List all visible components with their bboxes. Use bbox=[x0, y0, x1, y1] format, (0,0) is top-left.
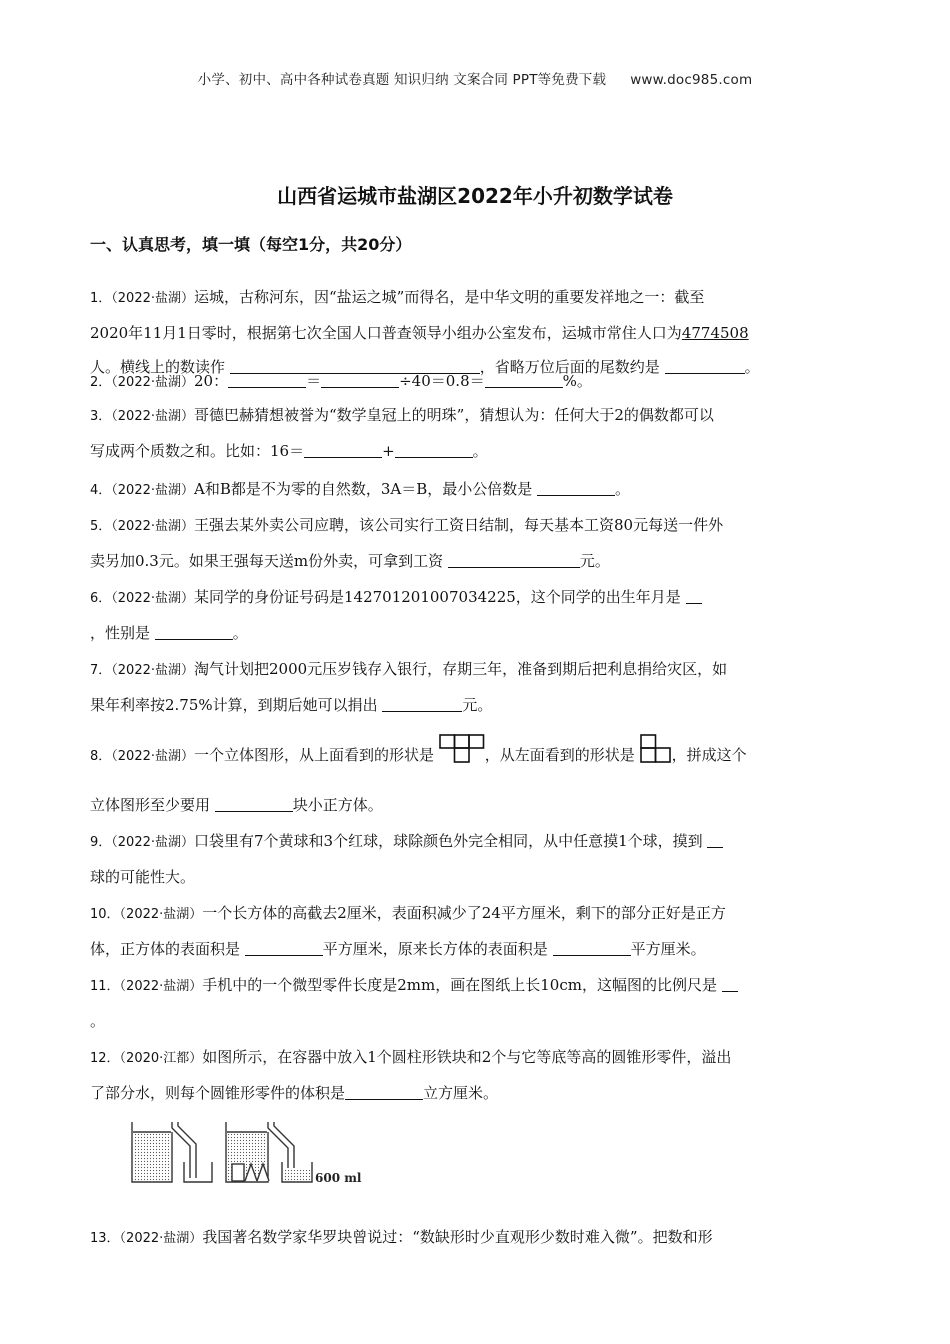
answer-blank[interactable] bbox=[485, 369, 563, 388]
answer-blank[interactable] bbox=[395, 439, 473, 458]
page-title: 山西省运城市盐湖区2022年小升初数学试卷 bbox=[277, 184, 673, 208]
question-1: 1．（2022·盐湖）运城，古称河东，因“盐运之城”而得名，是中华文明的重要发祥地之一：截至 2020年11月1日零时，根据第七次全国人口普查领导小组办公室发布，运城市常住人口为4774508 人。横线上的数读作 ，省略万位后面的尾数约是 。 bbox=[90, 288, 760, 376]
question-10: 10．（2022·盐湖）一个长方体的高截去2厘米，表面积减少了24平方厘米，剩下的部分正好是正方 体，正方体的表面积是 平方厘米，原来长方体的表面积是 平方厘米。 bbox=[90, 904, 726, 958]
answer-blank[interactable] bbox=[686, 585, 702, 604]
figure-volume-label: 600 ml bbox=[315, 1171, 362, 1185]
answer-blank[interactable] bbox=[448, 549, 580, 568]
answer-blank[interactable] bbox=[321, 369, 399, 388]
answer-blank[interactable] bbox=[245, 937, 323, 956]
question-11: 11．（2022·盐湖）手机中的一个微型零件长度是2mm，画在图纸上长10cm，这幅图的比例尺是 。 bbox=[90, 968, 862, 1038]
answer-blank[interactable] bbox=[707, 829, 723, 848]
question-7: 7．（2022·盐湖）淘气计划把2000元压岁钱存入银行，存期三年，准备到期后把利息捐给灾区，如 果年利率按2.75%计算，到期后她可以捐出 元。 bbox=[90, 660, 728, 714]
answer-blank[interactable] bbox=[304, 439, 382, 458]
answer-blank[interactable] bbox=[215, 793, 293, 812]
question-6: 6．（2022·盐湖）某同学的身份证号码是142701201007034225，这个同学的出生年月是 ，性别是 。 bbox=[90, 580, 862, 650]
answer-blank[interactable] bbox=[537, 477, 615, 496]
question-5: 5．（2022·盐湖）王强去某外卖公司应聘，该公司实行工资日结制，每天基本工资80元每送一件外 卖另加0.3元。如果王强每天送m份外卖，可拿到工资 元。 bbox=[90, 516, 724, 570]
question-8: 8．（2022·盐湖）一个立体图形，从上面看到的形状是 ，从左面看到的形状是 ，拼成这个 立体图形至少要用 块小正方体。 bbox=[90, 734, 862, 822]
answer-blank[interactable] bbox=[382, 693, 462, 712]
container-overflow-figure bbox=[128, 1118, 368, 1190]
answer-blank[interactable] bbox=[722, 973, 738, 992]
left-view-figure bbox=[640, 734, 672, 764]
header-site-link[interactable]: www.doc985.com bbox=[630, 72, 753, 88]
question-4: 4．（2022·盐湖）A和B都是不为零的自然数，3A＝B，最小公倍数是 。 bbox=[90, 472, 862, 508]
question-13: 13．（2022·盐湖）我国著名数学家华罗块曾说过：“数缺形时少直观形少数时难入微”。把数和形 bbox=[90, 1228, 713, 1246]
answer-blank[interactable] bbox=[228, 369, 306, 388]
page-header bbox=[0, 68, 950, 88]
section-heading: 一、认真思考，填一填（每空1分，共20分） bbox=[90, 235, 412, 254]
question-9: 9．（2022·盐湖）口袋里有7个黄球和3个红球，球除颜色外完全相同，从中任意摸1个球，摸到 球的可能性大。 bbox=[90, 824, 862, 894]
question-3: 3．（2022·盐湖）哥德巴赫猜想被誉为“数学皇冠上的明珠”，猜想认为：任何大于2的偶数都可以 写成两个质数之和。比如：16＝ + 。 bbox=[90, 406, 714, 460]
header-text: 小学、初中、高中各种试卷真题 知识归纳 文案合同 PPT等免费下载 bbox=[197, 72, 607, 88]
question-2: 2．（2022·盐湖）20： ＝ ÷40＝0.8＝ %。 bbox=[90, 364, 862, 400]
question-12: 12．（2020·江都）如图所示，在容器中放入1个圆柱形铁块和2个与它等底等高的圆锥形零件，溢出 了部分水，则每个圆锥形零件的体积是 立方厘米。 bbox=[90, 1048, 732, 1102]
answer-blank[interactable] bbox=[155, 621, 233, 640]
underlined-number: 4774508 bbox=[681, 324, 749, 342]
answer-blank[interactable] bbox=[553, 937, 631, 956]
answer-blank[interactable] bbox=[345, 1081, 423, 1100]
top-view-figure bbox=[439, 734, 485, 764]
